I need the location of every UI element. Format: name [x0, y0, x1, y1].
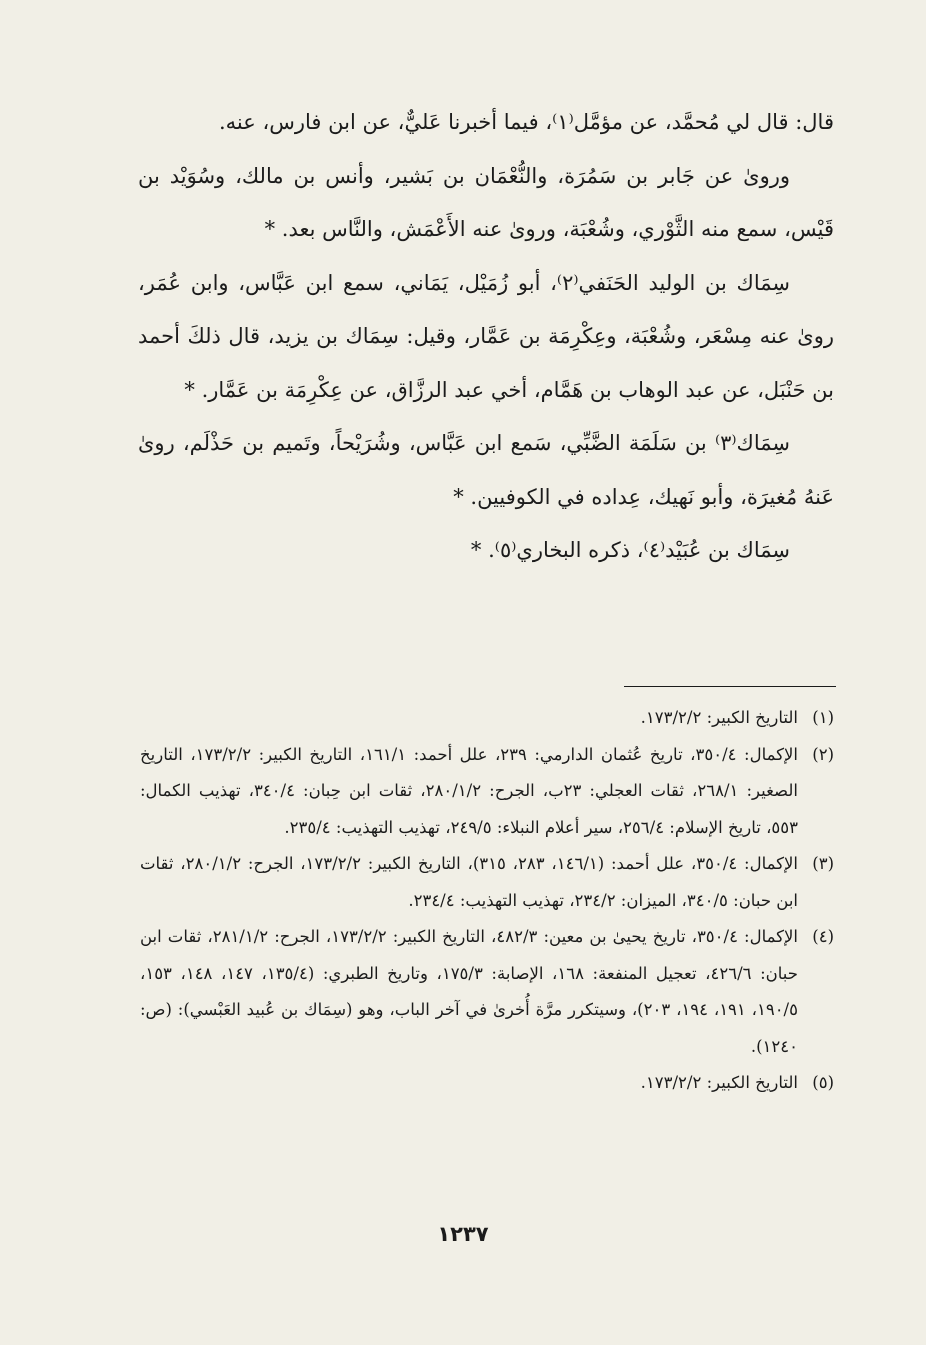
footnote-number: (٢)	[812, 744, 834, 764]
footnote-separator	[624, 686, 836, 687]
footnote-number: (٥)	[812, 1073, 834, 1092]
footnote	[140, 1065, 834, 1102]
footnote	[140, 700, 834, 737]
page-number: ١٢٣٧	[437, 1222, 489, 1246]
footnote-text: الإكمال: ٣٥٠/٤، تاريخ عُثمان الدارمي: ٢٣٩، علل أحمد: ١٦١/١، التاريخ الكبير: ١٧٣/٢/٢، التاريخ الصغير: ٢٦٨/١، ثقات العجلي: ٢٣ب، الجرح: ٢٨٠/١/٢، ثقات ابن حِبان: ٣٤٠/٤، تهذيب الكمال: ٥٥٣، تاريخ الإسلام: ٢٥٦/٤، سير أعلام النبلاء: ٢٤٩/٥، تهذيب التهذيب: ٢٣٥/٤.	[140, 744, 798, 837]
footnote	[140, 919, 834, 1065]
footnote	[140, 846, 834, 919]
paragraph: سِمَاك بن عُبَيْد⁽٤⁾، ذكره البخاري⁽٥⁾. *	[470, 538, 790, 562]
footnote-text: التاريخ الكبير: ١٧٣/٢/٢.	[640, 1073, 798, 1092]
paragraph: سِمَاك بن الوليد الحَنَفي⁽٢⁾، أبو زُمَيْل، يَمَاني، سمع ابن عَبَّاس، وابن عُمَر، روىٰ عنه مِسْعَر، وشُعْبَة، وعِكْرِمَة بن عَمَّار، وقيل: سِمَاك بن يزيد، قال ذلكَ أحمد بن حَنْبَل، عن عبد الوهاب بن هَمَّام، أخي عبد الرزَّاق، عن عِكْرِمَة بن عَمَّار. *	[138, 270, 834, 402]
footnote-text: الإكمال: ٣٥٠/٤، تاريخ يحيىٰ بن معين: ٤٨٢/٣، التاريخ الكبير: ١٧٣/٢/٢، الجرح: ٢٨١/١/٢، ثقات ابن حبان: ٤٢٦/٦، تعجيل المنفعة: ١٦٨، الإصابة: ١٧٥/٣، وتاريخ الطبري: (١٣٥/٤، ١٤٧، ١٤٨، ١٥٣، ١٩٠/٥، ١٩١، ١٩٤، ٢٠٣)، وسيتكرر مرَّة أُخرىٰ في آخر الباب، وهو (سِمَاك بن عُبيد العَبْسي): (ص: ١٢٤٠).	[140, 927, 798, 1056]
paragraph: سِمَاك⁽٣⁾ بن سَلَمَة الضَّبِّي، سَمع ابن عَبَّاس، وشُرَيْحاً، وتَميم بن حَذْلَم، روىٰ عَنهُ مُغيرَة، وأبو نَهيك، عِداده في الكوفيين. *	[138, 431, 834, 509]
paragraph: وروىٰ عن جَابر بن سَمُرَة، والنُّعْمَان بن بَشير، وأنس بن مالك، وسُوَيْد بن قَيْس، سمع منه الثَّوْري، وشُعْبَة، وروىٰ عنه الأَعْمَش، والنَّاس بعد. *	[138, 163, 834, 241]
footnote-number: (٣)	[812, 854, 834, 873]
footnotes	[140, 700, 834, 1102]
footnote-number: (١)	[812, 708, 834, 727]
main-text	[138, 96, 834, 578]
footnote-text: الإكمال: ٣٥٠/٤، علل أحمد: (١٤٦/١، ٢٨٣، ٣١٥)، التاريخ الكبير: ١٧٣/٢/٢، الجرح: ٢٨٠/١/٢، ثقات ابن حبان: ٣٤٠/٥، الميزان: ٢٣٤/٢، تهذيب التهذيب: ٢٣٤/٤.	[140, 854, 799, 910]
footnote-number: (٤)	[812, 927, 834, 946]
footnote	[140, 737, 834, 847]
footnote-text: التاريخ الكبير: ١٧٣/٢/٢.	[640, 708, 798, 727]
paragraph: قال: قال لي مُحمَّد، عن مؤمَّل⁽١⁾، فيما أخبرنا عَليٌّ، عن ابن فارس، عنه.	[219, 110, 834, 134]
